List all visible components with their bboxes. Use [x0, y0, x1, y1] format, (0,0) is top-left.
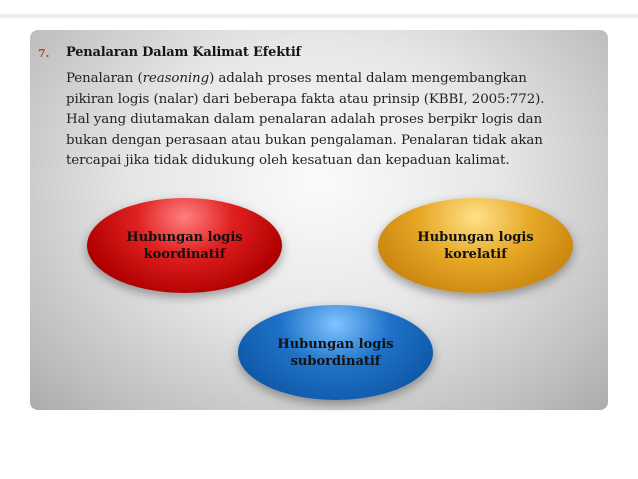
korelatif-ellipse[interactable]	[378, 198, 573, 293]
slide-heading: Penalaran Dalam Kalimat Efektif	[66, 45, 301, 60]
slide-top-border	[0, 14, 638, 18]
line-text: Penalaran (	[66, 71, 143, 86]
reasoning-term: reasoning	[142, 71, 210, 86]
subordinatif-label: Hubungan logis subordinatif	[277, 336, 394, 369]
line-text: ) adalah proses mental dalam mengembangkan	[209, 71, 527, 86]
paragraph-line: bukan dengan perasaan atau bukan pengalaman. Penalaran tidak akan	[66, 132, 543, 148]
paragraph-line	[66, 69, 606, 90]
list-number: 7.	[38, 47, 50, 60]
body-paragraph	[66, 69, 606, 172]
paragraph-line: tercapai jika tidak didukung oleh kesatuan dan kepaduan kalimat.	[66, 153, 510, 168]
paragraph-line: pikiran logis (nalar) dari beberapa fakta atau prinsip (KBBI, 2005:772).	[66, 91, 545, 107]
heading-row	[38, 47, 598, 65]
koordinatif-label: Hubungan logis koordinatif	[126, 229, 243, 262]
korelatif-label: Hubungan logis korelatif	[417, 229, 534, 262]
paragraph-line: Hal yang diutamakan dalam penalaran adalah proses berpikr logis dan	[66, 112, 543, 127]
koordinatif-ellipse[interactable]	[87, 198, 282, 293]
subordinatif-ellipse[interactable]	[238, 305, 433, 400]
